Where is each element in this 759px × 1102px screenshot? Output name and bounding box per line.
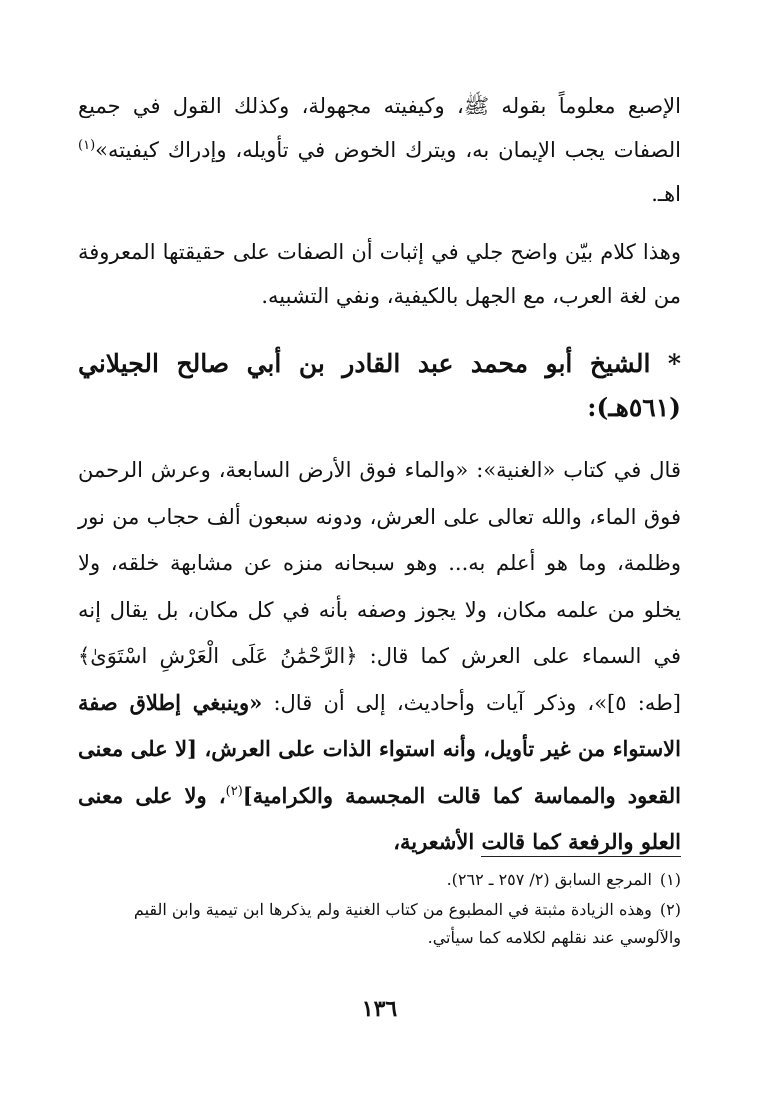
footnote-ref-2: (٢)	[225, 783, 243, 799]
footnote-1	[78, 866, 681, 894]
paragraph-2	[78, 230, 681, 318]
footnote-divider	[481, 856, 681, 857]
section-heading	[78, 342, 681, 430]
paragraph-3-bold-tail: ، ولا على معنى العلو والرفعة كما قالت الأشعرية،	[78, 782, 681, 854]
footnote-2	[78, 896, 681, 952]
footnote-2-number: (٢)	[659, 900, 681, 919]
paragraph-1	[78, 84, 681, 216]
paragraph-3-bold-quote: «وينبغي إطلاق صفة الاستواء من غير تأويل، وأنه استواء الذات على العرش، [لا على معنى القعود والمماسة كما قالت المجسمة والكرامية]	[78, 689, 681, 808]
footnotes	[78, 866, 681, 954]
paragraph-1-text: الإصبع معلوماً بقوله ﷺ، وكيفيته مجهولة، وكذلك القول في جميع الصفات يجب الإيمان به، ويترك الخوض في تأويله، وإدراك كيفيته»	[78, 94, 681, 162]
footnote-ref-1: (١)	[78, 138, 96, 153]
footnote-1-number: (١)	[659, 870, 681, 889]
section-heading-text: * الشيخ أبو محمد عبد القادر بن أبي صالح الجيلاني (٥٦١هـ):	[78, 349, 681, 422]
footnote-2-text: وهذه الزيادة مثبتة في المطبوع من كتاب الغنية ولم يذكرها ابن تيمية وابن القيم والآلوسي عند نقلهم لكلامه كما سيأتي.	[133, 900, 681, 947]
paragraph-1-tail: اهـ.	[651, 182, 681, 206]
page-number: ١٣٦	[361, 996, 398, 1022]
paragraph-3-plain: قال في كتاب «الغنية»: «والماء فوق الأرض السابعة، وعرش الرحمن فوق الماء، والله تعالى على العرش، ودونه سبعون ألف حجاب من نور وظلمة، وما هو أعلم به... وهو سبحانه منزه عن مشابهة خلقه، ولا يخلو من علمه مكان، ولا يجوز وصفه بأنه في كل مكان، بل يقال إنه في السماء على العرش كما قال: ﴿الرَّحْمَٰنُ عَلَى الْعَرْشِ اسْتَوَىٰ﴾ [طه: ٥]»، وذكر آيات وأحاديث، إلى أن قال:	[78, 458, 681, 715]
paragraph-2-text: وهذا كلام بيّن واضح جلي في إثبات أن الصفات على حقيقتها المعروفة من لغة العرب، مع الجهل بالكيفية، ونفي التشبيه.	[78, 240, 681, 308]
paragraph-3	[78, 447, 681, 866]
footnote-1-text: المرجع السابق (٢/ ٢٥٧ ـ ٢٦٢).	[446, 870, 652, 889]
